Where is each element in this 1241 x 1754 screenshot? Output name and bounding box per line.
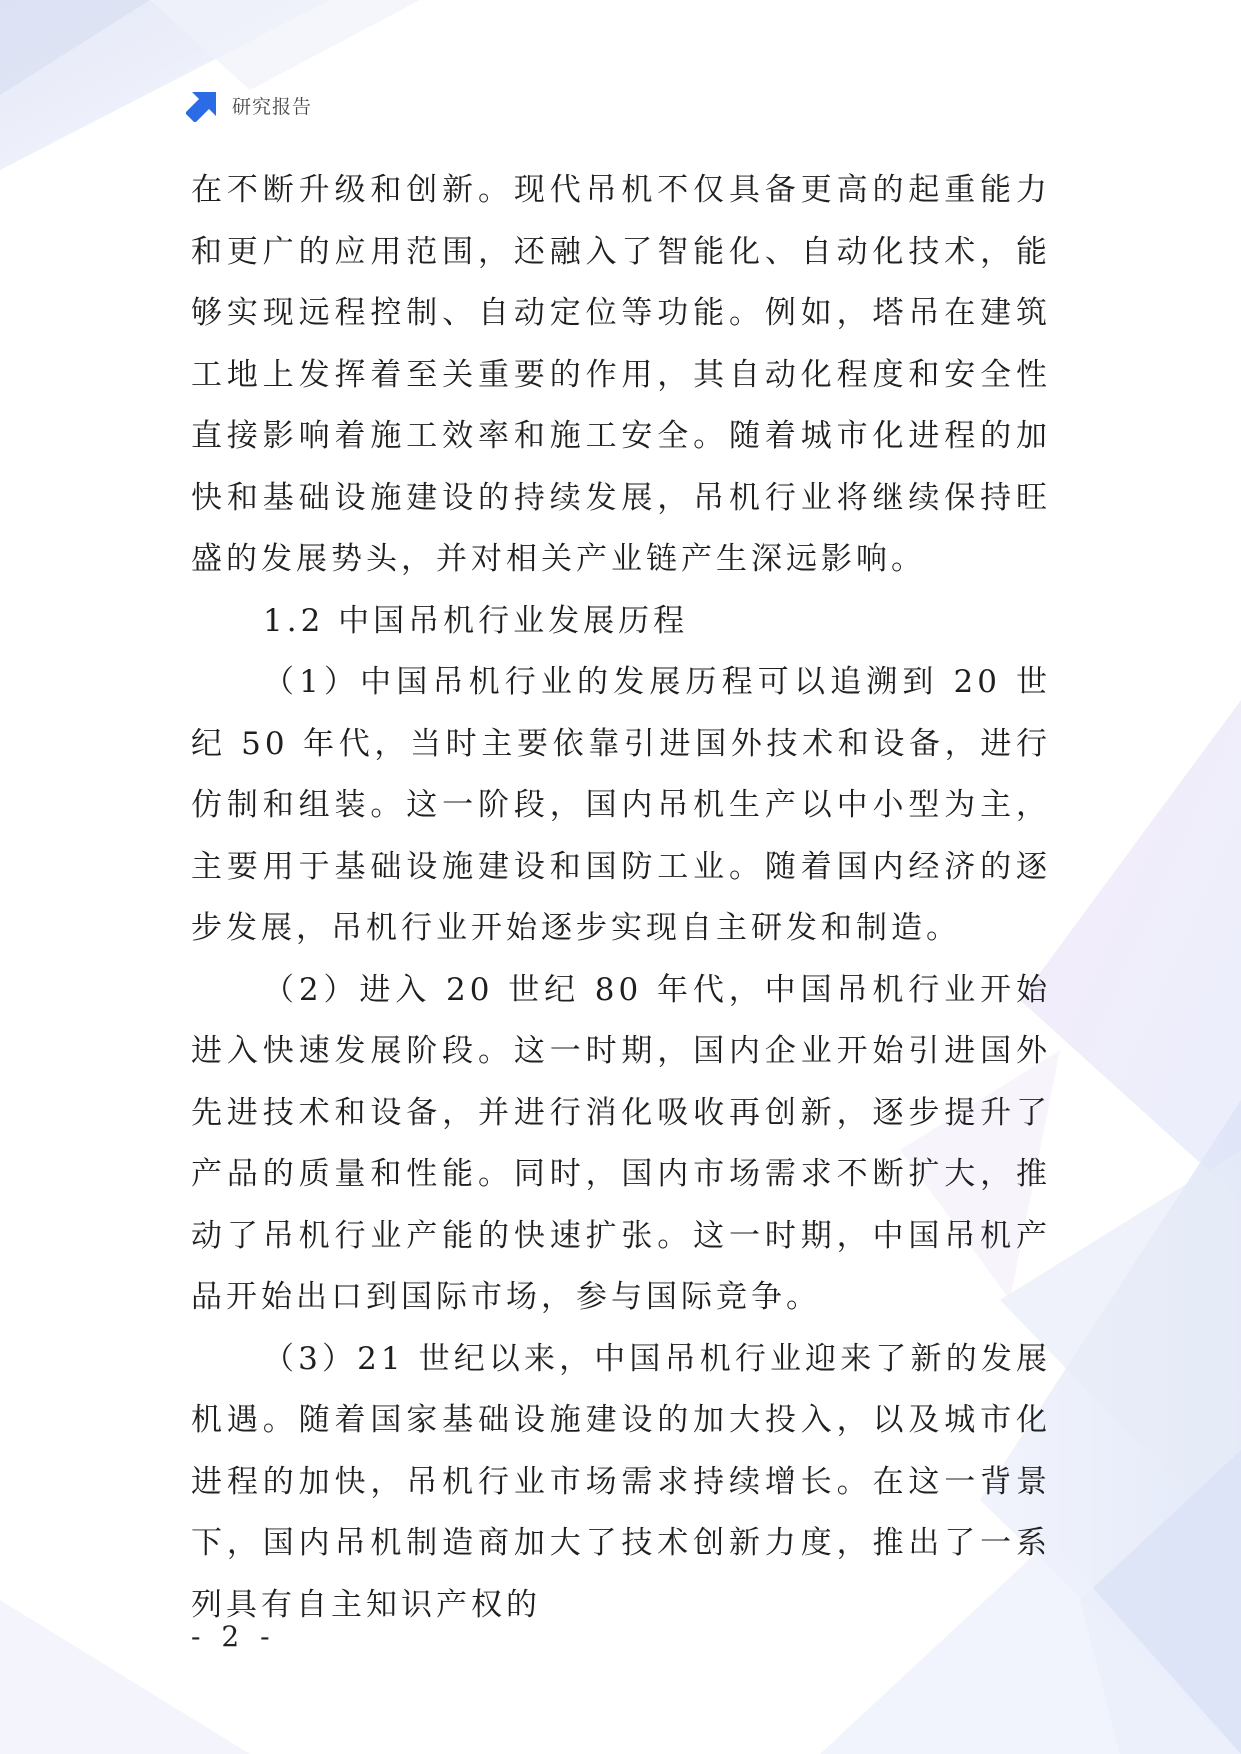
document-body: [191, 160, 1051, 1636]
arrow-up-right-icon: [186, 88, 220, 122]
report-header: [186, 88, 312, 122]
paragraph-3: （3）21 世纪以来，中国吊机行业迎来了新的发展机遇。随着国家基础设施建设的加大投入，以及城市化进程的加快，吊机行业市场需求持续增长。在这一背景下，国内吊机制造商加大了技术创新力度，推出了一系列具有自主知识产权的: [191, 1340, 1051, 1623]
paragraph-continuation: 在不断升级和创新。现代吊机不仅具备更高的起重能力和更广的应用范围，还融入了智能化、自动化技术，能够实现远程控制、自动定位等功能。例如，塔吊在建筑工地上发挥着至关重要的作用，其自动化程度和安全性直接影响着施工效率和施工安全。随着城市化进程的加快和基础设施建设的持续发展，吊机行业将继续保持旺盛的发展势头，并对相关产业链产生深远影响。: [191, 172, 1051, 577]
page-number: - 2 -: [191, 1620, 276, 1653]
section-heading: 1.2 中国吊机行业发展历程: [263, 602, 689, 639]
paragraph-1: （1）中国吊机行业的发展历程可以追溯到 20 世纪 50 年代，当时主要依靠引进国外技术和设备，进行仿制和组装。这一阶段，国内吊机生产以中小型为主，主要用于基础设施建设和国防工业。随着国内经济的逐步发展，吊机行业开始逐步实现自主研发和制造。: [191, 664, 1051, 946]
header-title: 研究报告: [232, 95, 313, 118]
paragraph-2: （2）进入 20 世纪 80 年代，中国吊机行业开始进入快速发展阶段。这一时期，国内企业开始引进国外先进技术和设备，并进行消化吸收再创新，逐步提升了产品的质量和性能。同时，国内市场需求不断扩大，推动了吊机行业产能的快速扩张。这一时期，中国吊机产品开始出口到国际市场，参与国际竞争。: [191, 971, 1051, 1315]
